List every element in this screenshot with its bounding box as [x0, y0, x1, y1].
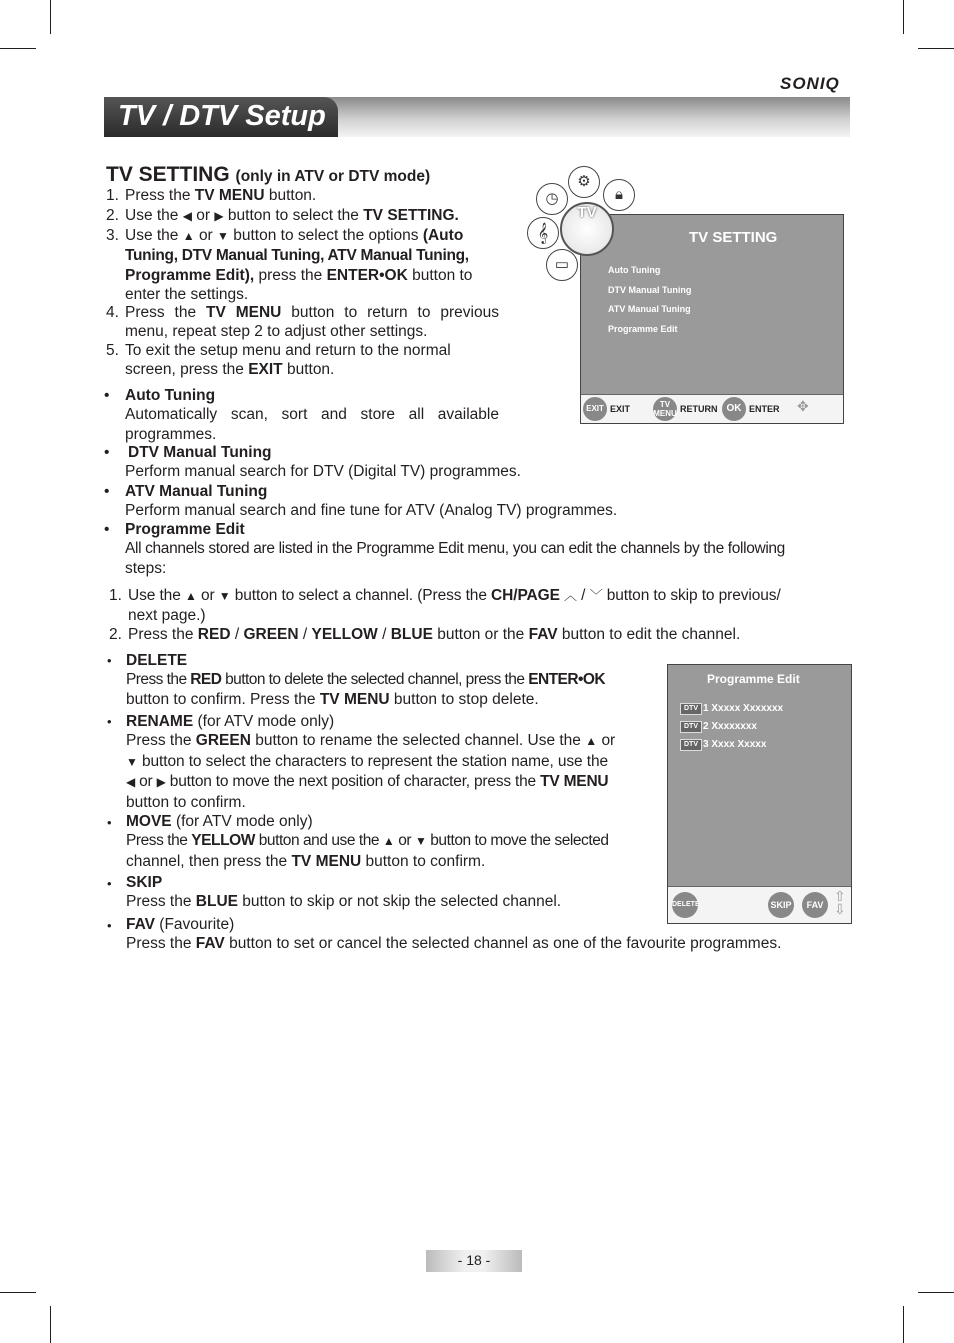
channel-item: 3 Xxxx Xxxxx	[703, 739, 767, 750]
action-fav: FAV (Favourite) Press the FAV button to set or cancel the selected channel as one of the favourite programmes.	[126, 916, 782, 953]
bullet: •	[107, 918, 112, 933]
lock-icon: 🔒︎	[603, 179, 635, 211]
page-title: TV / DTV Setup	[118, 100, 326, 132]
option-auto-tuning: Auto Tuning Automatically scan, sort and store all available programmes.	[125, 387, 499, 443]
up-arrow-icon: ▲	[184, 589, 197, 603]
clock-icon: ◷	[536, 183, 568, 215]
bullet: •	[107, 714, 112, 729]
dtv-tag: DTV	[680, 739, 702, 751]
step-2: Use the ◀ or ▶ button to select the TV SETTING.	[125, 207, 459, 224]
left-arrow-icon: ◀	[182, 209, 192, 223]
enter-label: ENTER	[749, 404, 780, 414]
step-4: Press the TV MENU button to return to previous menu, repeat step 2 to adjust other settings.	[125, 304, 499, 341]
left-arrow-icon: ◀	[126, 775, 136, 790]
step-3: Use the ▲ or ▼ button to select the options (Auto Tuning, DTV Manual Tuning, ATV Manual Tuning, Programme Edit), press the ENTER•OK button to enter the settings.	[125, 227, 473, 304]
menu-title: TV SETTING	[689, 229, 778, 246]
option-atv-manual-tuning: ATV Manual Tuning Perform manual search and fine tune for ATV (Analog TV) programmes.	[125, 483, 618, 520]
dtv-tag: DTV	[680, 703, 702, 715]
dtv-tag: DTV	[680, 721, 702, 733]
crop-mark	[0, 1292, 36, 1293]
up-arrow-icon: ▲	[585, 734, 598, 749]
crop-mark	[918, 1292, 954, 1293]
crop-mark	[903, 0, 904, 34]
down-arrow-icon: ▼	[218, 589, 231, 603]
option-programme-edit: Programme Edit All channels stored are listed in the Programme Edit menu, you can edit the channels by the following steps:	[125, 521, 785, 577]
monitor-icon: ▭	[546, 249, 578, 281]
menu-item: DTV Manual Tuning	[608, 285, 692, 295]
crop-mark	[50, 0, 51, 34]
right-arrow-icon: ▶	[156, 775, 166, 790]
music-icon: 𝄞	[527, 217, 559, 249]
skip-key: SKIP	[768, 892, 794, 918]
edit-step-2: Press the RED / GREEN / YELLOW / BLUE button or the FAV button to edit the channel.	[128, 626, 741, 643]
menu-title: Programme Edit	[707, 672, 800, 686]
edit-step-1: Use the ▲ or ▼ button to select a channel. (Press the CH/PAGE ︿ / ﹀ button to skip to previous/ next page.)	[128, 587, 781, 625]
action-skip: SKIP Press the BLUE button to skip or not skip the selected channel.	[126, 874, 562, 911]
action-delete: DELETE Press the RED button to delete the selected channel, press the ENTER•OK button to confirm. Press the TV MENU button to stop delete.	[126, 652, 606, 708]
action-rename: RENAME (for ATV mode only) Press the GREEN button to rename the selected channel. Use the ▲ or ▼ button to select the characters to represent the station name, use the ◀ or ▶ button to move the next position of character, press the TV MENU button to confirm.	[126, 713, 616, 811]
channel-item: 1 Xxxxx Xxxxxxx	[703, 703, 784, 714]
step-number: 2.	[106, 207, 119, 224]
fav-key: FAV	[802, 892, 828, 918]
step-number: 1.	[109, 587, 122, 604]
gear-icon: ⚙	[568, 166, 600, 198]
bullet: •	[107, 653, 112, 668]
step-number: 3.	[106, 227, 119, 244]
programme-edit-screenshot	[667, 664, 852, 924]
tv-menu-key: TV MENU	[653, 397, 677, 421]
delete-key: DELETE	[672, 892, 698, 918]
chevron-up-icon: ︿	[564, 588, 577, 603]
step-5: To exit the setup menu and return to the normal screen, press the EXIT button.	[125, 342, 451, 379]
bullet: •	[107, 876, 112, 891]
menu-item: ATV Manual Tuning	[608, 304, 691, 314]
section-heading: TV SETTING (only in ATV or DTV mode)	[106, 163, 431, 186]
bullet: •	[104, 483, 110, 500]
down-arrow-icon: ▼	[217, 229, 229, 243]
exit-label: EXIT	[610, 404, 631, 414]
step-number: 5.	[106, 342, 119, 359]
right-arrow-icon: ▶	[214, 209, 224, 223]
crop-mark	[0, 48, 36, 49]
step-number: 2.	[109, 626, 122, 643]
up-arrow-icon: ▲	[182, 229, 195, 243]
crop-mark	[918, 48, 954, 49]
brand-logo: SONIQ	[780, 74, 840, 93]
menu-button-bar	[668, 886, 851, 923]
crop-mark	[50, 1306, 51, 1343]
step-1: Press the TV MENU button.	[125, 187, 317, 204]
step-number: 1.	[106, 187, 119, 204]
page-number: - 18 -	[457, 1252, 491, 1268]
bullet: •	[107, 815, 112, 830]
return-label: RETURN	[680, 404, 718, 414]
option-dtv-manual-tuning: DTV Manual Tuning Perform manual search for DTV (Digital TV) programmes.	[125, 444, 521, 481]
tv-icon: TV	[560, 202, 614, 256]
menu-button-bar	[581, 394, 843, 423]
bullet: •	[104, 521, 110, 538]
step-number: 4.	[106, 304, 119, 321]
down-arrow-icon: ▼	[126, 754, 138, 769]
down-arrow-icon: ▼	[414, 834, 427, 849]
chevron-down-icon: ﹀	[589, 588, 603, 603]
direction-pad-icon: ✥	[797, 398, 809, 414]
up-down-arrow-icon: ⇧ ⇩	[834, 888, 846, 917]
bullet: •	[104, 444, 110, 461]
exit-key: EXIT	[583, 397, 607, 421]
bullet: •	[104, 387, 110, 404]
crop-mark	[903, 1306, 904, 1343]
tv-setting-menu-screenshot	[580, 214, 844, 424]
channel-item: 2 Xxxxxxxx	[703, 721, 757, 732]
menu-item: Auto Tuning	[608, 265, 661, 275]
menu-item: Programme Edit	[608, 324, 678, 334]
ok-key: OK	[722, 397, 746, 421]
action-move: MOVE (for ATV mode only) Press the YELLOW button and use the ▲ or ▼ button to move the selected channel, then press the TV MENU button to confirm.	[126, 813, 609, 870]
up-arrow-icon: ▲	[382, 834, 395, 849]
